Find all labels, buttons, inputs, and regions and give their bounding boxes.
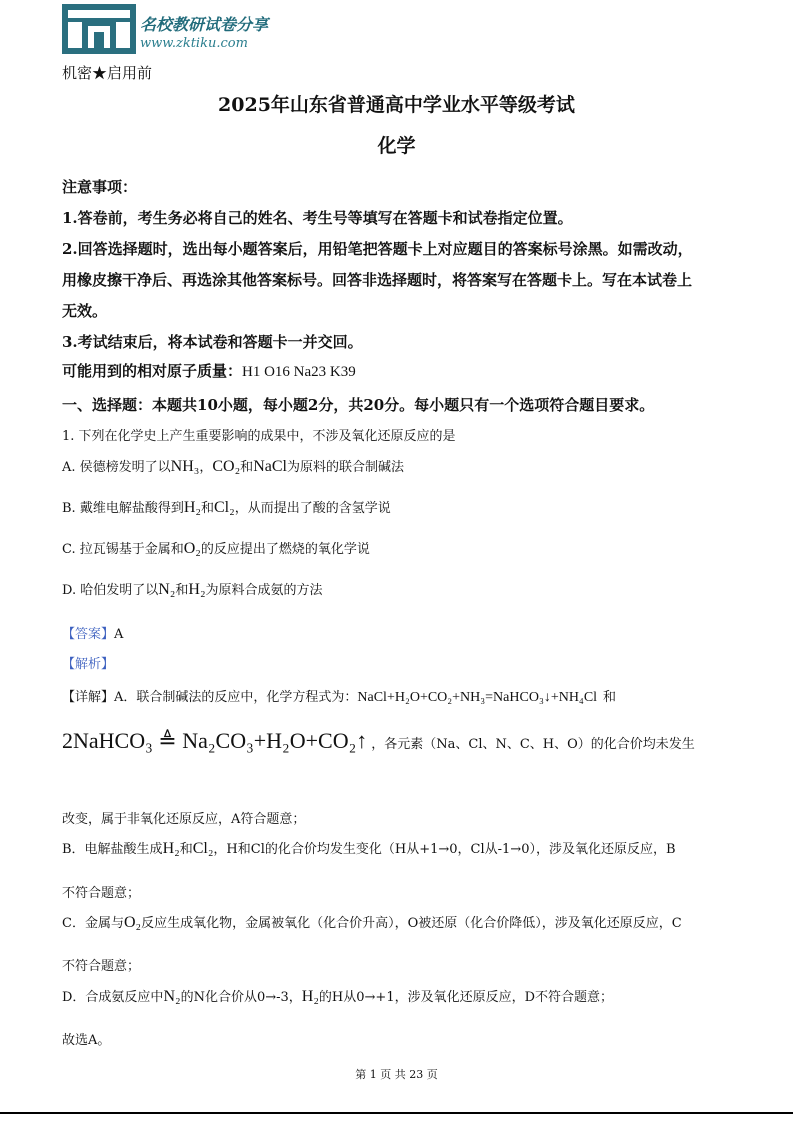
detail-line-b2: 不符合题意； [62,886,141,901]
detail-equation-2: 2NaHCO₃ ≜ Na₂CO₃+H₂O+CO₂↑ [62,728,368,753]
detail-line-1 [62,686,616,706]
detail-line-d [62,986,613,1006]
detail-line-a2: 改变，属于非氧化还原反应，A符合题意； [62,812,306,827]
detail-d-formula-2: H₂ [301,988,319,1005]
option-c-suffix: 的反应提出了燃烧的氧化学说 [200,542,370,557]
detail-b-suffix: ，H和Cl的化合价均发生变化（H从+1→0，Cl从-1→0），涉及氧化还原反应，B [213,842,676,857]
option-a-suffix: 为原料的联合制碱法 [286,460,404,475]
logo-url: www.zktiku.com [140,36,248,51]
notice-item-2-line-1: 2.回答选择题时，选出每小题答案后，用铅笔把答题卡上对应题目的答案标号涂黑。如需改动， [62,240,693,258]
option-b-formula-1: H₂ [183,499,201,516]
notice-item-1: 1.答卷前，考生务必将自己的姓名、考生号等填写在答题卡和试卷指定位置。 [62,209,573,227]
detail-c-formula-1: O₂ [123,914,142,931]
exam-title: 2025年山东省普通高中学业水平等级考试 [218,94,575,116]
detail-prefix: 【详解】A．联合制碱法的反应中，化学方程式为： [62,690,358,705]
conclusion: 故选A。 [62,1033,111,1048]
option-d-suffix: 为原料合成氨的方法 [205,583,323,598]
detail-equation-2-suffix: ，各元素（Na、Cl、N、C、H、O）的化合价均未发生 [371,737,695,752]
detail-b-prefix: B．电解盐酸生成 [62,842,163,857]
confidential-mark: 机密★启用前 [62,64,153,82]
detail-d-suffix: 的H从0→+1，涉及氧化还原反应，D不符合题意； [318,990,614,1005]
detail-b-formula-2: Cl₂ [192,840,214,857]
subject-title: 化学 [377,135,416,157]
option-b [62,497,391,517]
detail-c-prefix: C．金属与 [62,916,124,931]
section-1-heading: 一、选择题：本题共10小题，每小题2分，共20分。每小题只有一个选项符合题目要求。 [62,396,655,414]
option-a-and: 和 [240,460,254,475]
option-c [62,538,370,558]
option-a-prefix: A. 侯德榜发明了以 [62,460,171,475]
option-c-formula-1: O₂ [183,540,201,557]
option-d-prefix: D. 哈伯发明了以 [62,583,159,598]
notice-heading: 注意事项： [62,178,138,196]
answer-label: 【答案】 [62,627,115,642]
page-number: 第 1 页 共 23 页 [355,1068,438,1081]
option-b-formula-2: Cl₂ [213,499,235,516]
option-b-and: 和 [200,501,214,516]
answer-line [62,623,123,642]
option-d-formula-1: N₂ [158,581,176,598]
notice-item-2-line-3: 无效。 [62,302,108,320]
option-d-and: 和 [175,583,189,598]
detail-line-b [62,838,676,858]
detail-equation-1: NaCl+H₂O+CO₂+NH₃=NaHCO₃↓+NH₄Cl [357,690,598,705]
option-d-formula-2: H₂ [188,581,206,598]
detail-d-middle: 的N化合价从0→-3， [180,990,302,1005]
option-c-prefix: C. 拉瓦锡基于金属和 [62,542,184,557]
detail-and: 和 [603,690,617,705]
option-a-sep: ， [199,460,213,475]
logo-text: 名校教研试卷分享 [140,15,269,34]
option-a-formula-1: NH₃ [170,458,200,475]
atomic-mass-values: H1 O16 Na23 K39 [242,364,356,380]
notice-item-3: 3.考试结束后，将本试卷和答题卡一并交回。 [62,333,363,351]
detail-d-formula-1: N₂ [163,988,181,1005]
atomic-mass-line [62,360,356,381]
detail-b-and: 和 [179,842,193,857]
option-b-prefix: B. 戴维电解盐酸得到 [62,501,184,516]
bottom-divider [0,1112,793,1114]
detail-d-prefix: D．合成氨反应中 [62,990,164,1005]
detail-b-formula-1: H₂ [162,840,180,857]
detail-line-2 [62,728,695,754]
option-a-formula-3: NaCl [253,458,287,475]
atomic-mass-label: 可能用到的相对原子质量： [62,362,243,380]
answer-value: A [114,627,124,642]
question-1-stem: 1. 下列在化学史上产生重要影响的成果中，不涉及氧化还原反应的是 [62,429,456,444]
analysis-label: 【解析】 [62,657,115,672]
option-d [62,579,323,599]
option-a-formula-2: CO₂ [212,458,241,475]
notice-item-2-line-2: 用橡皮擦干净后、再选涂其他答案标号。回答非选择题时，将答案写在答题卡上。写在本试卷上 [62,271,693,289]
option-b-suffix: ，从而提出了酸的含氢学说 [234,501,391,516]
detail-c-suffix: 反应生成氧化物，金属被氧化（化合价升高），O被还原（化合价降低），涉及氧化还原反应，C [141,916,682,931]
detail-line-c [62,912,682,932]
option-a [62,456,404,476]
logo-icon [62,4,136,54]
detail-line-c2: 不符合题意； [62,959,141,974]
